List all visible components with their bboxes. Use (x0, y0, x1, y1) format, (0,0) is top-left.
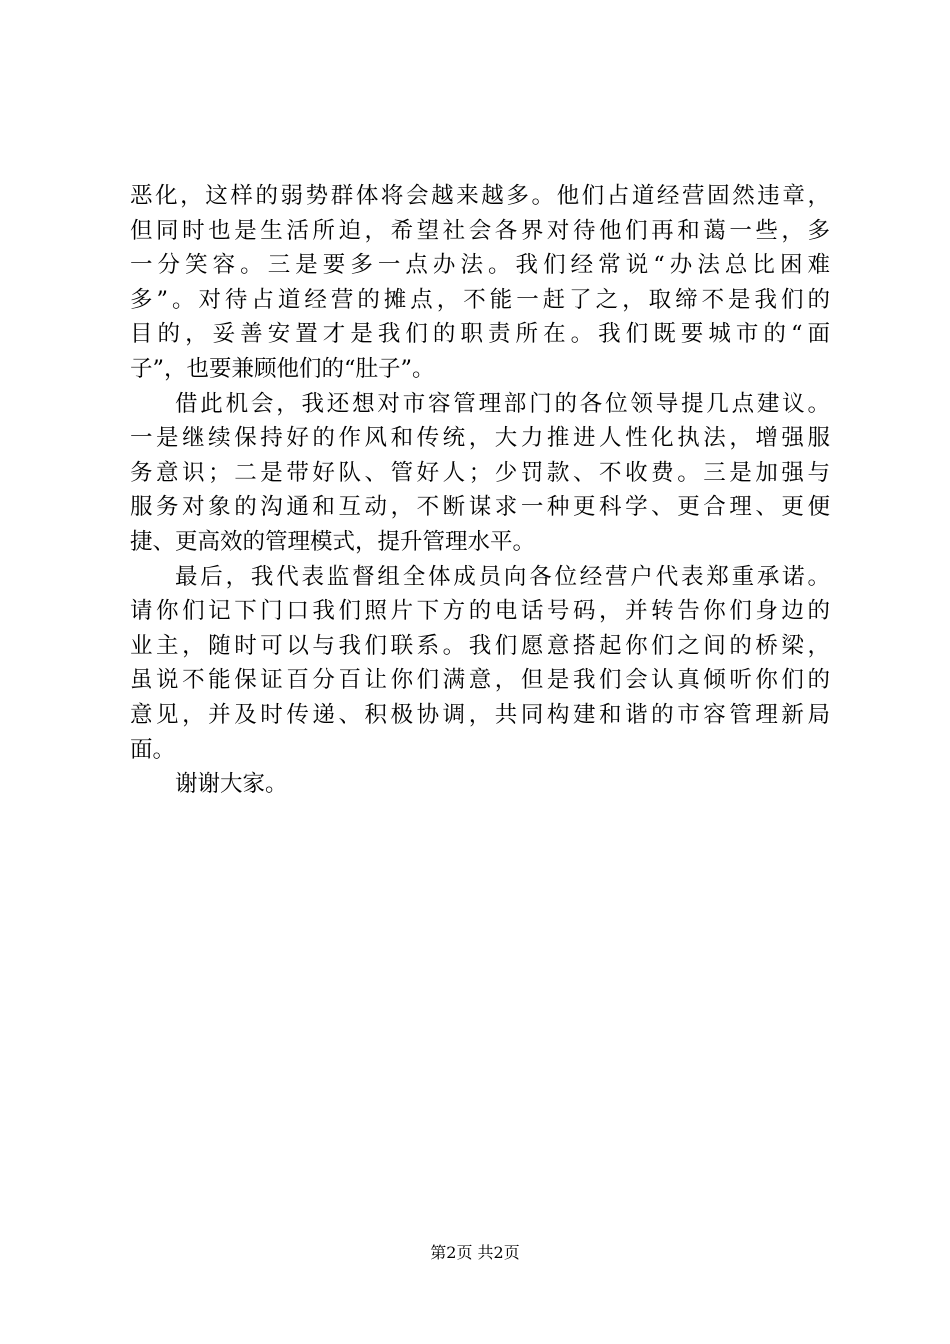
text-line: 多”。对待占道经营的摊点，不能一赶了之，取缔不是我们的 (130, 286, 830, 313)
text-line: 业主，随时可以与我们联系。我们愿意搭起你们之间的桥梁， (130, 632, 830, 659)
text-line: 面。 (130, 736, 176, 763)
text-line: 虽说不能保证百分百让你们满意，但是我们会认真倾听你们的 (130, 667, 830, 694)
text-line: 意见，并及时传递、积极协调，共同构建和谐的市容管理新局 (130, 701, 830, 728)
body-text (130, 179, 830, 802)
page-footer: 第2页 共2页 (430, 1243, 520, 1262)
text-line: 子”，也要兼顾他们的“肚子”。 (130, 355, 435, 382)
paragraph-start-line: 最后，我代表监督组全体成员向各位经营户代表郑重承诺。 (175, 563, 830, 590)
closing-line: 谢谢大家。 (175, 771, 288, 798)
text-line: 一分笑容。三是要多一点办法。我们经常说“办法总比困难 (130, 252, 830, 279)
text-line: 但同时也是生活所迫，希望社会各界对待他们再和蔼一些，多 (130, 217, 830, 244)
text-line: 恶化，这样的弱势群体将会越来越多。他们占道经营固然违章， (130, 183, 830, 209)
text-line: 捷、更高效的管理模式，提升管理水平。 (130, 528, 536, 555)
text-line: 务意识；二是带好队、管好人；少罚款、不收费。三是加强与 (130, 459, 830, 486)
text-line: 请你们记下门口我们照片下方的电话号码，并转告你们身边的 (130, 598, 830, 625)
paragraph-start-line: 借此机会，我还想对市容管理部门的各位领导提几点建议。 (175, 390, 830, 417)
text-line: 目的，妥善安置才是我们的职责所在。我们既要城市的“面 (130, 321, 830, 348)
text-line: 一是继续保持好的作风和传统，大力推进人性化执法，增强服 (130, 425, 830, 452)
text-line: 服务对象的沟通和互动，不断谋求一种更科学、更合理、更便 (130, 494, 830, 521)
